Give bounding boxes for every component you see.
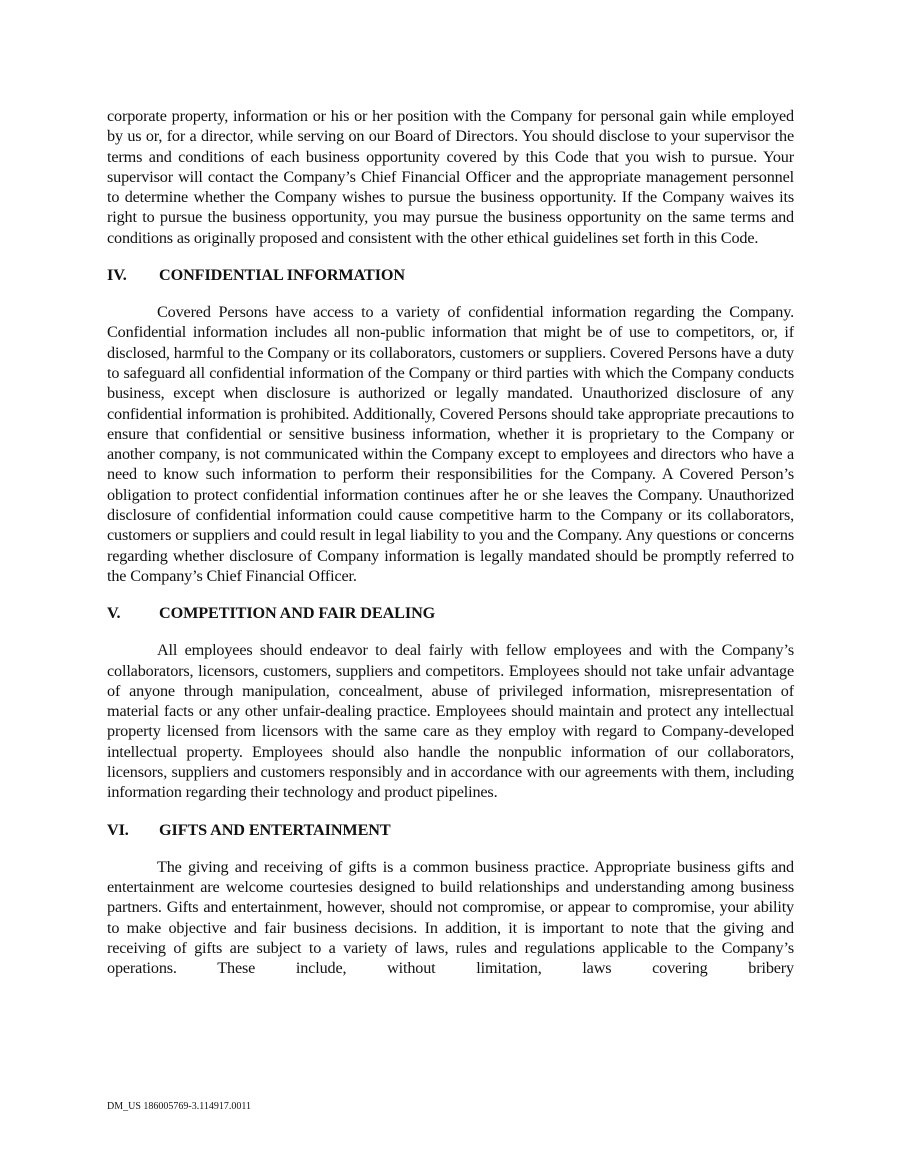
continuation-paragraph: corporate property, information or his or her position with the Company for personal gain while employed by us or, for a director, while serving on our Board of Directors. You should disclose to your supervisor the terms and conditions of each business opportunity covered by this Code that you wish to pursue. Your supervisor will contact the Company’s Chief Financial Officer and the appropriate management personnel to determine whether the Company wishes to pursue the business opportunity. If the Company waives its right to pursue the business opportunity, you may pursue the business opportunity on the same terms and conditions as originally proposed and consistent with the other ethical guidelines set forth in this Code. [107,107,794,247]
section-number: IV. [107,266,127,285]
section-number: V. [107,604,121,623]
section-title: COMPETITION AND FAIR DEALING [159,604,436,623]
section-paragraph-confidential-information: Covered Persons have access to a variety of confidential information regarding the Company. Confidential information includes all non-public information that might be of use to competitors, or, if disclosed, harmful to the Company or its collaborators, customers or suppliers. Covered Persons have a duty to safeguard all confidential information of the Company or third parties with which the Company conducts business, except when disclosure is authorized or legally mandated. Unauthorized disclosure of any confidential information is prohibited. Additionally, Covered Persons should take appropriate precautions to ensure that confidential or sensitive business information, whether it is proprietary to the Company or another company, is not communicated within the Company except to employees and directors who have a need to know such information to perform their responsibilities for the Company. A Covered Person’s obligation to protect confidential information continues after he or she leaves the Company. Unauthorized disclosure of confidential information could cause competitive harm to the Company or its collaborators, customers or suppliers and could result in legal liability to you and the Company. Any questions or concerns regarding whether disclosure of Company information is legally mandated should be promptly referred to the Company’s Chief Financial Officer. [107,303,794,585]
section-title: CONFIDENTIAL INFORMATION [159,266,405,285]
section-paragraph-competition-fair-dealing: All employees should endeavor to deal fairly with fellow employees and with the Company’s collaborators, licensors, customers, suppliers and competitors. Employees should not take unfair advantage of anyone through manipulation, concealment, abuse of privileged information, misrepresentation of material facts or any other unfair-dealing practice. Employees should maintain and protect any intellectual property licensed from licensors with the same care as they employ with regard to Company-developed intellectual property. Employees should also handle the nonpublic information of our collaborators, licensors, suppliers and customers responsibly and in accordance with our agreements with them, including information regarding their technology and product pipelines. [107,641,794,802]
document-footer-id: DM_US 186005769-3.114917.0011 [107,1101,251,1112]
section-title: GIFTS AND ENTERTAINMENT [159,820,391,839]
section-paragraph-gifts-entertainment: The giving and receiving of gifts is a common business practice. Appropriate business gifts and entertainment are welcome courtesies designed to build relationships and understanding among business partners. Gifts and entertainment, however, should not compromise, or appear to compromise, your ability to make objective and fair business decisions. In addition, it is important to note that the giving and receiving of gifts are subject to a variety of laws, rules and regulations applicable to the Company’s operations. These include, without limitation, laws covering bribery [107,857,794,978]
document-page [107,106,794,978]
section-heading-competition-fair-dealing [107,603,794,623]
section-heading-gifts-entertainment [107,820,794,840]
section-heading-confidential-information [107,265,794,285]
section-number: VI. [107,820,129,839]
